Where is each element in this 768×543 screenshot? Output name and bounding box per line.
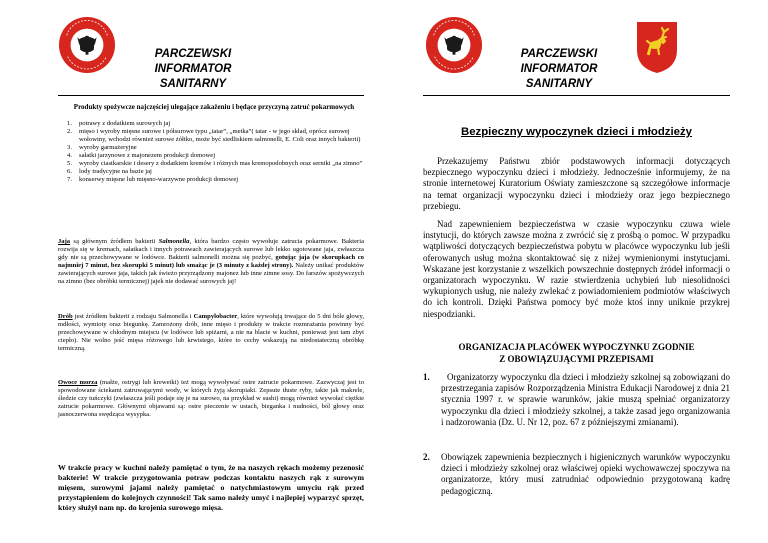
paragraph-eggs-text3: Należy unikać produktów zawierających surowe jaja, takich jak świeżo przyrządzony majonez lub inne zimne sosy. Do farszów spożywczych na zimno (bez obróbki termicznej) jajek nie dodawać surowych jaj! <box>58 262 365 286</box>
product-list-text: wyroby garmażeryjne <box>79 144 137 151</box>
paragraph-poultry-text2: , które wywołują trwające do 5 dni bóle głowy, mdłości, wymioty oraz biegunkę. Zamrożony drób, inne mięso i produkty w trakcie rozmrażania powinny być przechowywane w chłodnym miejscu (w lodówce lub spiżarni, a nie na blacie w kuchni, ponieważ jest tam zbyt ciepło). Nie wolno jeść mięsa różowego lub krwistego, które to cechy wskazują na niedostateczną obróbkę termiczną. <box>58 313 364 353</box>
paragraph-eggs-text2: , która bardzo często wywołuje zatrucia pokarmowe. Bakteria rozwija się w kremach, sałatkach i innych potrawach zawierających surowe lub lekko ugotowane jaja, zwłaszcza gdy nie są przechowywane w lodówce. Bakterii salmonelli można się pozbyć, <box>58 238 364 262</box>
paragraph-hygiene-warning: W trakcie pracy w kuchni należy pamiętać o tym, że na naszych rękach możemy przenosić bakterie! W trakcie przygotowania potraw podczas kontaktu naszych rąk z surowym mięsem, surowymi jajami należy pamiętać o natychmiastowym umyciu rąk przed przystąpieniem do kolejnych czynności! Tak samo należy umyć i najlepiej wyparzyć sprzęt, który służył nam np. do krojenia surowego mięsa. <box>58 463 364 512</box>
header-title-right-line1: PARCZEWSKI INFORMATOR <box>520 48 598 75</box>
product-list-number: 1. <box>67 120 72 127</box>
products-list <box>58 120 363 184</box>
paragraph-seafood-lead: Owoce morza <box>58 379 98 386</box>
product-list-item <box>58 168 363 176</box>
product-list-number: 5. <box>67 160 72 167</box>
product-list-text: mięso i wyroby mięsne surowe i półsurowe typu „tatar”, „metka”( tatar - w jego skład, oprócz surowej wołowiny, wchodzi również surowe żółtko, może być siedliskiem salmonelli, E. Coli oraz innych bakterii) <box>79 128 361 143</box>
deer-coat-of-arms-icon <box>635 20 679 74</box>
salmonella-term: Salmonella <box>158 238 190 245</box>
product-list-item <box>58 144 363 152</box>
header-title <box>118 47 268 92</box>
regulations-heading <box>423 342 730 365</box>
product-list-text: potrawy z dodatkiem surowych jaj <box>79 120 171 127</box>
section-title: Produkty spożywcze najczęściej ulegające zakażeniu i będące przyczyną zatruć pokarmowych <box>73 103 355 111</box>
header-divider <box>58 95 364 96</box>
paragraph-eggs-lead: Jaja <box>58 238 71 245</box>
product-list-number: 3. <box>67 144 72 151</box>
regulation-item-text: Organizatorzy wypoczynku dla dzieci i młodzieży szkolnej są zobowiązani do przestrzegania zapisów Rozporządzenia Ministra Edukacji Narodowej z dnia 21 stycznia 1997 r. w sprawie warunków, jakie muszą spełniać organizatorzy wypoczynku dla dzieci i młodzieży szkolnej, a także zasad jego organizowania i nadzorowania (Dz. U. Nr 12, poz. 67 z późniejszymi zmianami). <box>441 372 730 427</box>
paragraph-eggs-text1: są głównym źródłem bakterii <box>70 238 159 245</box>
article-heading: Bezpieczny wypoczynek dzieci i młodzieży <box>460 126 693 138</box>
header-title-right-line2: SANITARNY <box>525 78 593 90</box>
header-divider-right <box>423 95 730 96</box>
paragraph-seafood <box>58 379 364 419</box>
regulation-item <box>423 452 730 497</box>
paragraph-poultry-lead: Drób <box>58 313 73 320</box>
product-list-text: konserwy mięsne lub mięsno-warzywne produkcji domowej <box>79 176 239 183</box>
regulation-item-text: Obowiązek zapewnienia bezpiecznych i higienicznych warunków wypoczynku dzieci i młodzieży szkolnej oraz właściwej opieki wychowawczej spoczywa na organizatorze, który musi zatrudniać odpowiednio przygotowaną kadrę pedagogiczną. <box>441 452 730 496</box>
regulation-item-number: 1. <box>423 372 430 382</box>
paragraph-poultry <box>58 313 364 353</box>
header-title-line2: SANITARNY <box>159 78 227 90</box>
product-list-item <box>58 160 363 168</box>
regulations-heading-line1: ORGANIZACJA PLACÓWEK WYPOCZYNKU ZGODNIE <box>458 342 695 352</box>
paragraph-eggs-bold: gotując jaja (w skorupkach co najmniej 7 minut, bez skorupki 5 minut) lub smażąc je (3 minuty z każdej strony). <box>58 254 364 270</box>
product-list-number: 6. <box>67 168 72 175</box>
product-list-number: 7. <box>67 176 72 183</box>
product-list-item <box>58 152 363 160</box>
paragraph-seafood-text: (małże, ostrygi lub krewetki) też mogą wywoływać ostre zatrucie pokarmowe. Zazwyczaj jest to spowodowane ściekami zatruwającymi wody, w których żyją skorupiaki. Zepsute tłuste ryby, takie jak makrele, śledzie czy tuńczyki (zwłaszcza jeśli podaje się je na surowo, na przykład w sushi) mogą również wywołać ciężkie zatrucie pokarmowe. Głównymi objawami są: ostre pieczenie w ustach, bieganka i nudności, ból głowy oraz jasnoczerwona swędząca wysypka. <box>58 379 364 419</box>
product-list-text: sałatki jarzynowe z majonezem produkcji domowej <box>79 152 216 159</box>
regulation-item-number: 2. <box>423 452 430 462</box>
campylobacter-term: Campylobacter <box>193 313 238 320</box>
sanitary-inspection-logo <box>58 16 116 74</box>
paragraph-poultry-text1: jest źródłem bakterii z rodzaju Salmonella i <box>72 313 194 320</box>
product-list-item <box>58 120 363 128</box>
paragraph-intro: Przekazujemy Państwu zbiór podstawowych informacji dotyczących bezpiecznego wypoczynku dzieci i młodzieży. Jednocześnie informujemy, że na stronie internetowej Kuratorium Oświaty zamieszczone są szczegółowe informacje na temat organizacji wypoczynku dzieci i młodzieży oraz jego bezpiecznego przebiegu. <box>423 156 730 211</box>
product-list-number: 2. <box>67 128 72 135</box>
paragraph-eggs <box>58 238 364 287</box>
sanitary-inspection-logo-right <box>425 16 483 74</box>
product-list-item <box>58 176 363 184</box>
regulation-item <box>423 372 730 428</box>
regulations-heading-line2: Z OBOWIĄZUJĄCYMI PRZEPISAMI <box>499 353 654 364</box>
paragraph-safety: Nad zapewnieniem bezpieczeństwa w czasie wypoczynku czuwa wiele instytucji, do których zawsze można z zwrócić się z prośbą o pomoc. W przypadku wątpliwości dotyczących bezpieczeństwa pobytu w placówce wypoczynku lub jeśli oferowanych usług można skontaktować się z niżej wymienionymi instytucjami. Wskazane jest korzystanie z wszelkich powszechnie dostępnych źródeł informacji o organizatorach wypoczynku. W razie stwierdzenia uchybień lub niesolidności wykupionych usług, nie należy zwlekać z powiadomieniem podmiotów właściwych do ich kontroli. Dzięki Państwa pomocy być może ktoś inny uniknie przykrej niespodzianki. <box>423 219 730 319</box>
header-title-right <box>484 47 634 92</box>
product-list-number: 4. <box>67 152 72 159</box>
header-title-line1: PARCZEWSKI INFORMATOR <box>154 48 232 75</box>
product-list-text: lody tradycyjne na bazie jaj <box>79 168 152 175</box>
product-list-item <box>58 128 363 144</box>
product-list-text: wyroby ciastkarskie i desery z dodatkiem kremów i różnych mas kremopodobnych oraz serniki „na zimno” <box>79 160 363 167</box>
